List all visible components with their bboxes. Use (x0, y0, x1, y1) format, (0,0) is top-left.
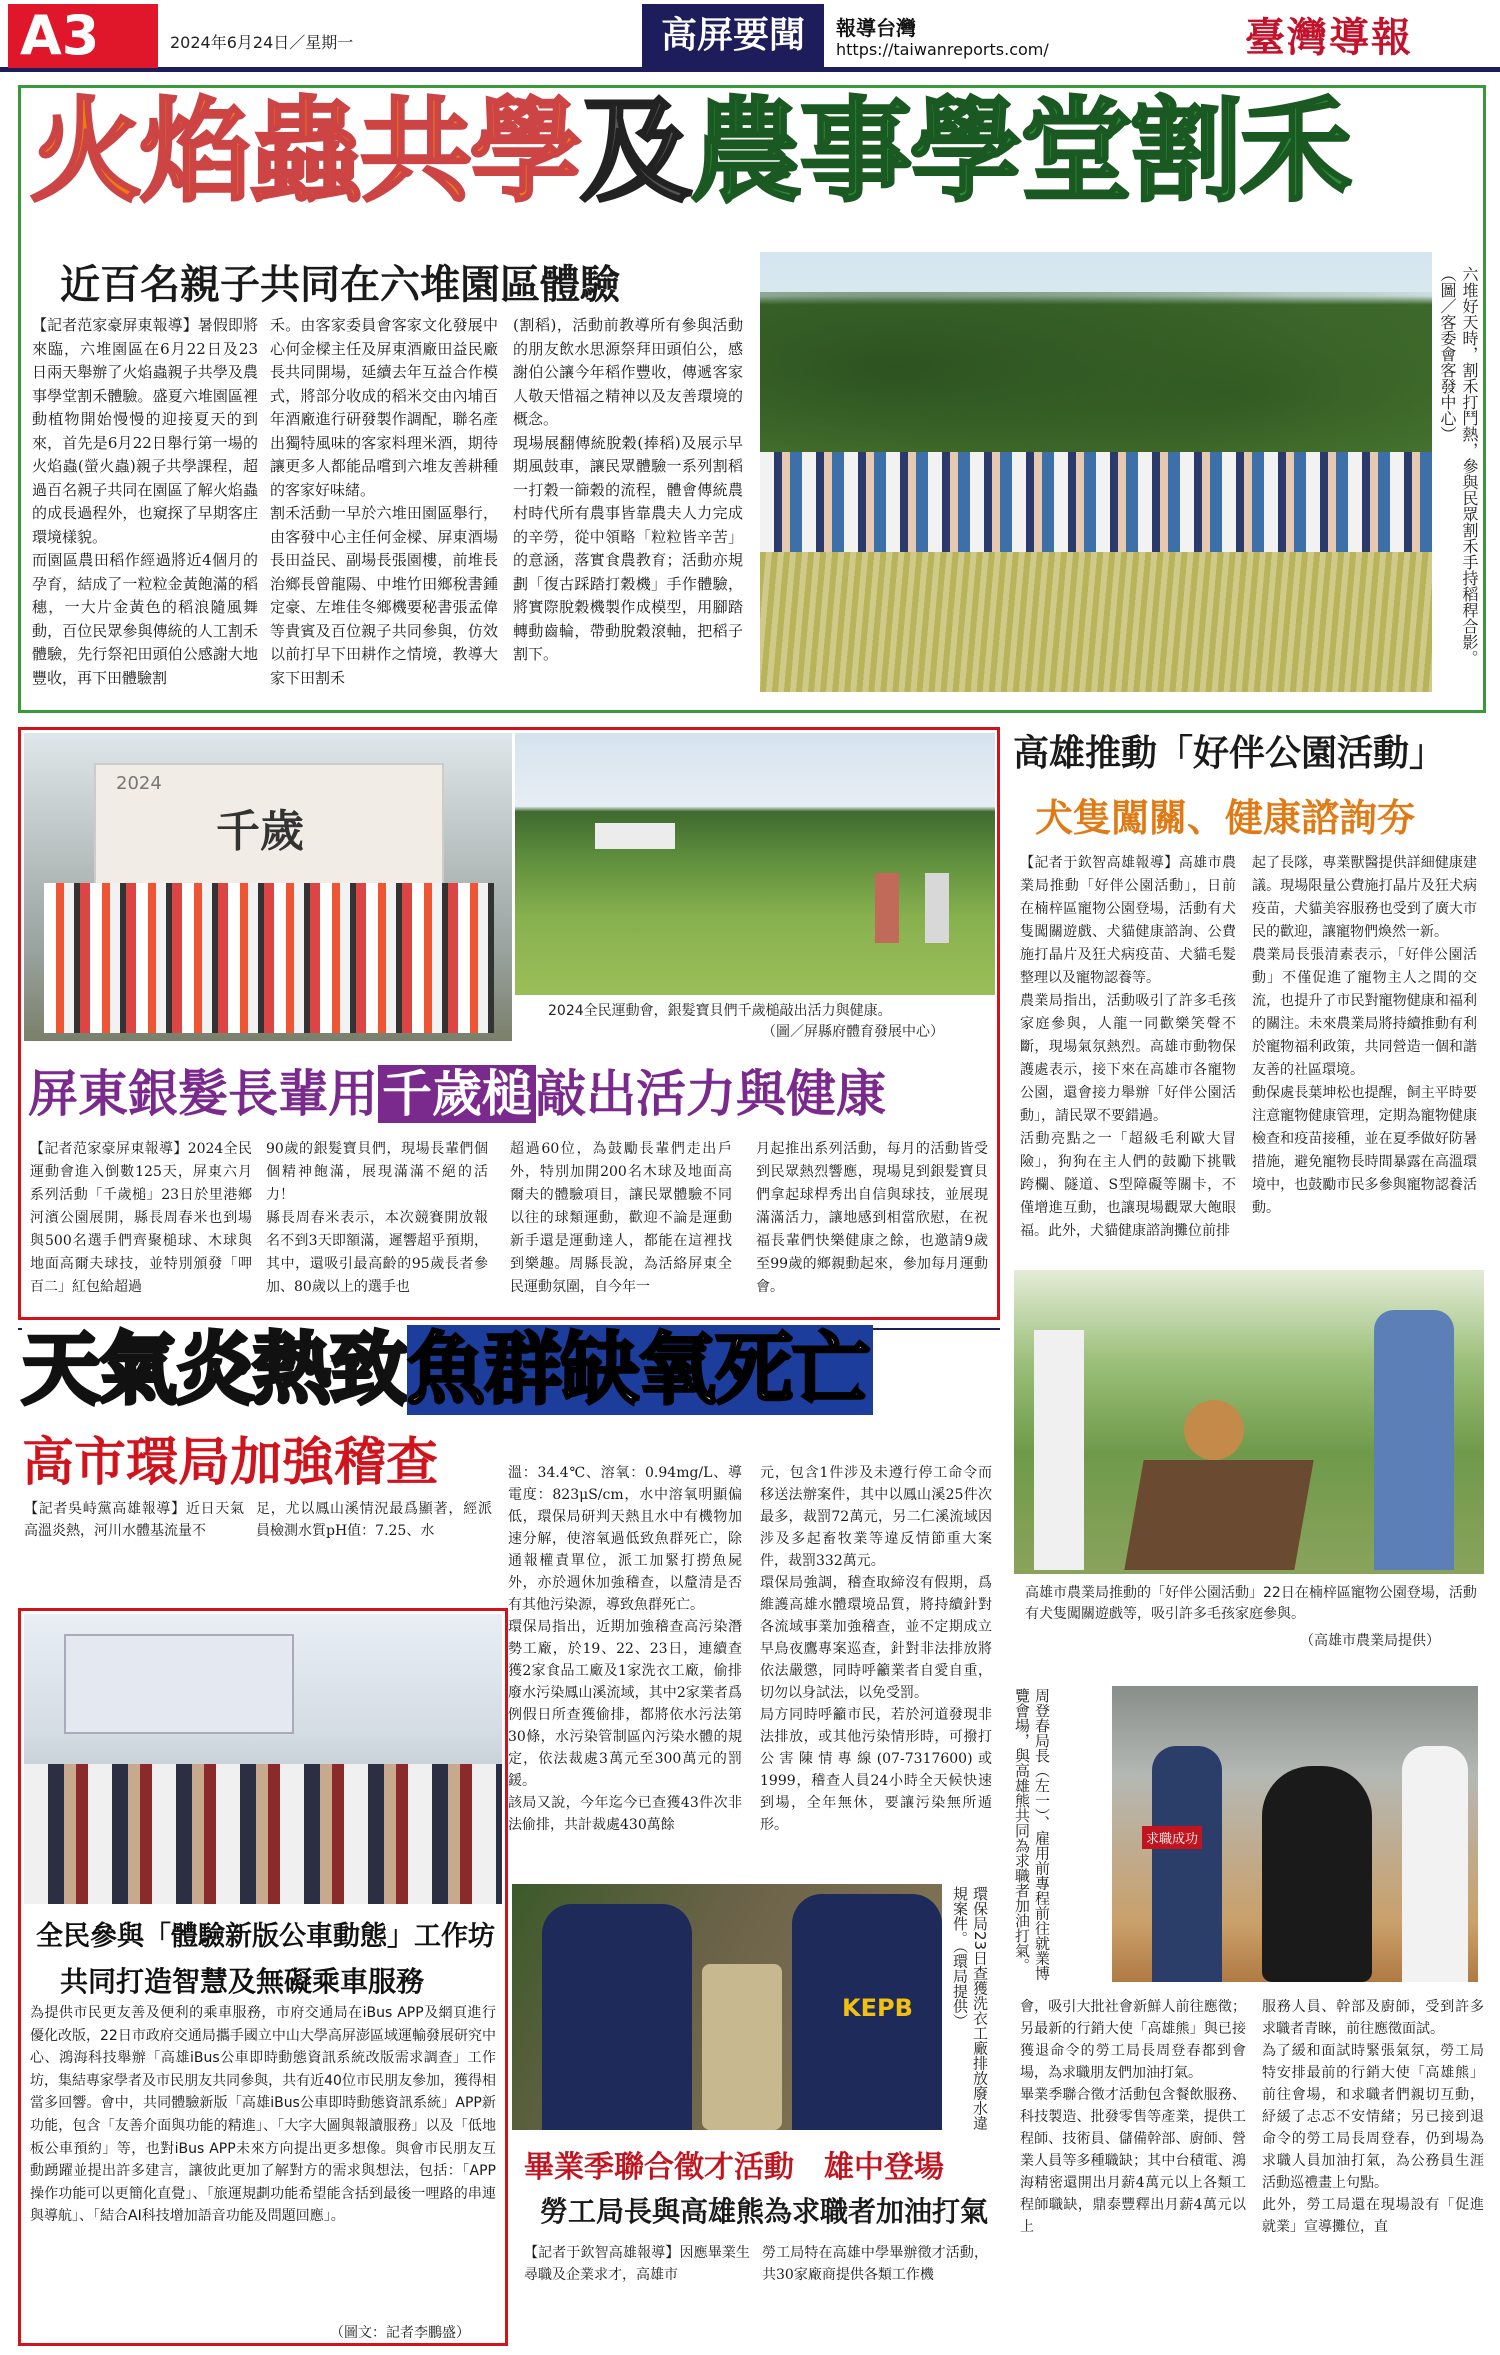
body-text: 溫：34.4℃、溶氧：0.94mg/L、導電度：823μS/cm，水中溶氧明顯偏低，環保局研判天熱且水中有機物加速分解，使溶氧過低致魚群死亡，除通報權責單位，派工加緊打撈魚屍外，亦於週休加強稽查，以釐清是否有其他污染源，導致魚群死亡。 環保局指出，近期加強稽查高污染潛勢工廠，於19、22、23日，連續查獲2家食品工廠及1家洗衣工廠，偷排廢水污染鳳山溪流域，其中2家業者爲例假日所查獲偷排，都將依水污法第30條，水污染管制區內污染水體的規定，依法裁處3萬元至300萬元的罰鍰。 該局又說，今年迄今已查獲43件次非法偷排，共計裁處430萬餘 (508, 1465, 742, 1833)
article-3-credit: （高雄市農業局提供） (1300, 1633, 1440, 1649)
article-6-col-1 (524, 2242, 750, 2286)
article-4-col-3 (508, 1462, 742, 1836)
article-5-headline: 全民參與「體驗新版公車動態」工作坊 (36, 1921, 495, 1952)
body-text: 90歲的銀髮寶貝們，現場長輩們個個精神飽滿，展現滿滿不絕的活力！ 縣長周春米表示，本次競賽開放報名不到3天即額滿，遲響超乎預期，其中，還吸引最高齡的95歲長者參加、80歲以上的選手也 (266, 1141, 488, 1295)
article-1-col-1 (32, 314, 258, 690)
headline-part: 火焰蟲共學 (30, 87, 580, 217)
body-text: 元，包含1件涉及未遵行停工命令而移送法辦案件，其中以鳳山溪25件次最多，裁罰72萬元，另二仁溪流域因涉及多起畜牧業等違反情節重大案件，裁罰332萬元。 環保局強調，稽查取締沒有假期，爲維護高雄水體環境品質，將持續針對各流域事業加強稽查，並不定期成立早鳥夜鷹專案巡查，針對非法排放將依法嚴懲，同時呼籲業者自愛自重，切勿以身試法，以免受罰。 局方同時呼籲市民，若於河道發現非法排放，或其他污染情形時，可撥打公害陳情專線(07-7317600)或1999，稽查人員24小時全天候快速到場，全年無休，要讓污染無所遁形。 (760, 1465, 992, 1833)
body-text: 起了長隊，專業獸醫提供詳細健康建議。現場限量公費施打晶片及狂犬病疫苗，犬貓美容服務也受到了廣大市民的歡迎，讓寵物們煥然一新。 農業局長張清素表示，「好伴公園活動」不僅促進了寵物主人之間的交流，也提升了市民對寵物健康和福利的關注。未來農業局將持續推動有利於寵物福利政策，共同營造一個和諧友善的社區環境。 動保處長葉坤松也提醒，飼主平時要注意寵物健康管理，定期為寵物健康檢查和疫苗接種，並在夏季做好防暑措施，避免寵物長時間暴露在高溫環境中，也鼓勵市民多參與寵物認養活動。 (1252, 855, 1477, 1216)
ramp (1124, 1460, 1313, 1570)
article-3-subhead: 犬隻闖關、健康諮詢夯 (1035, 796, 1416, 840)
issue-date: 2024年6月24日／星期一 (170, 33, 354, 52)
article-2-col-3 (510, 1138, 732, 1299)
article-5-credit: （圖文：記者李鵬盛） (330, 2325, 470, 2341)
crowd (44, 883, 494, 1033)
player (925, 873, 949, 943)
article-4-caption: 環保局23日查獲洗衣工廠排放廢水違規案件。（環局提供） (951, 1886, 989, 2131)
page-number: A3 (8, 4, 158, 68)
body-text: 【記者于欽智高雄報導】高雄市農業局推動「好伴公園活動」，日前在楠梓區寵物公園登場，活動有犬隻闖關遊戲、犬貓健康諮詢、公費施打晶片及狂犬病疫苗、犬貓毛髮整理以及寵物認養等。 農業局指出，活動吸引了許多毛孩家庭參與，人龍一同歡樂笑聲不斷，現場氣氛熱烈。高雄市動物保護處表示，接下來在高雄市各寵物公園，還會接力舉辦「好伴公園活動」，請民眾不要錯過。 活動亮點之一「超級毛利歐大冒險」，狗狗在主人們的鼓勵下挑戰跨欄、隧道、S型障礙等關卡，不僅增進互動，也讓現場觀眾大飽眼福。此外，犬貓健康諮詢攤位前排 (1020, 855, 1236, 1239)
sign-text: 求職成功 (1142, 1826, 1202, 1849)
harvest-photo (760, 252, 1432, 692)
dog (1184, 1400, 1244, 1460)
tent (595, 823, 675, 849)
workshop-photo (24, 1614, 502, 1904)
crowd (760, 452, 1432, 562)
article-2-col-1 (30, 1138, 252, 1299)
article-6-headline: 畢業季聯合徵才活動 雄中登場 (524, 2150, 944, 2185)
body-text: (割稻)，活動前教導所有參與活動的朋友飲水思源祭拜田頭伯公，感謝伯公讓今年稻作豐收，傳遞客家人敬天惜福之精神以及友善環境的概念。 現場展翻傳統脫穀(捧稻)及展示早期風鼓車，讓民眾體驗一系列割稻一打穀一篩穀的流程，體會傳統農村時代所有農事皆靠農夫人力完成的辛勞，從中領略「粒粒皆辛苦」的意涵，落實食農教育；活動亦規劃「復古踩踏打穀機」手作體驗，將實際脫穀機製作成模型，用腳踏轉動齒輪，帶動脫穀滾軸，把稻子割下。 (513, 316, 743, 663)
article-4-headline (22, 1325, 873, 1415)
croquet-photo (515, 733, 995, 995)
handler (1374, 1310, 1454, 1570)
article-2-col-2 (266, 1138, 488, 1299)
section-title: 高屏要聞 (642, 4, 824, 68)
attendees (24, 1764, 502, 1904)
article-1-subhead: 近百名親子共同在六堆園區體驗 (60, 262, 620, 308)
article-1-col-2 (270, 314, 498, 690)
headline-part: 及 (580, 87, 690, 217)
body-text: 月起推出系列活動，每月的活動皆受到民眾熱烈響應，現場見到銀髮寶貝們拿起球桿秀出自信與球技，並展現滿滿活力，讓地感到相當欣慰，在祝福長輩們快樂健康之餘，也邀請9歲至99歲的鄉親動起來，參加每月運動會。 (756, 1141, 988, 1295)
masthead-logo: 臺灣導報 (1245, 14, 1413, 61)
article-1-col-3 (513, 314, 743, 667)
headline-part: 魚群缺氧死亡 (407, 1325, 873, 1415)
body-text: 超過60位，為鼓勵長輩們走出戶外，特別加開200名木球及地面高爾夫的體驗項目，讓民眾體驗不同以往的球類運動，歡迎不論是運動新手還是運動達人，都能在這裡找到樂趣。周縣長說，為活絡屏東全民運動氛圍，自今年一 (510, 1141, 732, 1295)
headline-part: 千歲槌 (378, 1065, 536, 1123)
body-text: 【記者范家豪屏東報導】暑假即將來臨，六堆園區在6月22日及23日兩天舉辦了火焰蟲親子共學及農事學堂割禾體驗。盛夏六堆園區裡動植物開始慢慢的迎接夏天的到來，首先是6月22日舉行第一場的火焰蟲(螢火蟲)親子共學課程，超過百名親子共同在園區了解火焰蟲的成長過程外，也窺探了早期客庄環境樣貌。 而園區農田稻作經過將近4個月的孕育，結成了一粒粒金黃飽滿的稻穗，一大片金黃色的稻浪隨風舞動，百位民眾參與傳統的人工割禾體驗，先行祭祀田頭伯公感謝大地豐收，再下田體驗割 (32, 316, 258, 687)
body-text: 為提供市民更友善及便利的乘車服務，市府交通局在iBus APP及網頁進行優化改版，22日市政府交通局攜手國立中山大學高屏澎區域運輸發展研究中心、鴻海科技舉辦「高雄iBus公車即時動態資訊系統改版需求調查」工作坊，集結專家學者及市民朋友共同參與，共有近40位市民朋友參加，獲得相當多回響。會中，共同體驗新版「高雄iBus公車即時動態資訊系統」APP新功能，包含「友善介面與功能的精進」、「大字大圖與報讀服務」以及「低地板公車預約」等，也對iBus APP未來方向提出更多想像。與會市民朋友互動踴躍並提出許多建言，讓彼此更加了解對方的需求與想法，包括：「APP操作功能可以更簡化直覺」、「旅運規劃功能希望能含括到最後一哩路的串連與導航」、「結合AI科技增加語音功能及問題回應」。 (30, 2005, 496, 2225)
senior-group-photo (24, 733, 512, 1041)
job-fair-photo (1112, 1686, 1478, 1982)
vest-text: KEPB (842, 1994, 913, 2022)
article-5-body (30, 2002, 496, 2228)
projection-screen (64, 1634, 294, 1734)
body-text: 禾。由客家委員會客家文化發展中心何金樑主任及屏東酒廠田益民廠長共同開場，延續去年互益合作模式，將部分收成的稻米交由內埔百年酒廠進行研發製作調配，聯名產出獨特風味的客家料理米酒，期待讓更多人都能品嚐到六堆友善耕種的客家好味緒。 割禾活動一早於六堆田園區舉行，由客發中心主任何金樑、屏東酒場長田益民、副場長張園樓，前堆長治鄉長曾龍陽、中堆竹田鄉稅書鍾定豪、左堆佳冬鄉機要秘書張孟偉等貴賓及百位親子共同參與，仿效以前打早下田耕作之情境，教導大家下田割禾 (270, 316, 498, 687)
bear-mascot (1262, 1766, 1372, 1982)
headline-part: 天氣炎熱致 (22, 1325, 408, 1415)
brand-name: 報導台灣 (836, 16, 916, 40)
body-text: 【記者于欽智高雄報導】因應畢業生尋職及企業求才，高雄市 (524, 2245, 750, 2283)
body-text: 會，吸引大批社會新鮮人前往應徵；另最新的行銷大使「高雄熊」與已接獲退命令的勞工局長周登春都到會場，為求職朋友們加油打氣。 畢業季聯合徵才活動包含餐飲服務、科技製造、批發零售等產業，提供工程師、技術員、儲備幹部、廚師、營業人員等多種職缺；其中台積電、鴻海精密還開出月薪4萬元以上各類工程師職缺，鼎泰豐釋出月薪4萬元以上 (1020, 1999, 1246, 2235)
banner-text: 2024 (116, 773, 162, 794)
article-2-photo-credit: （圖／屏縣府體育發展中心） (762, 1024, 944, 1040)
body-text: 勞工局特在高雄中學畢辦徵才活動，共30家廠商提供各類工作機 (762, 2245, 988, 2283)
article-6-caption: 周登春局長（左一）、雇用前專程前往就業博覽會場，與高雄熊共同為求職者加油打氣。 (1013, 1688, 1051, 1981)
headline-part: 屏東銀髮長輩用 (28, 1065, 378, 1123)
body-text: 足，尤以鳳山溪情況最爲顯著，經派員檢測水質pH值：7.25、水 (256, 1501, 492, 1539)
inspection-photo (512, 1884, 942, 2130)
article-4-col-2 (256, 1498, 492, 1542)
article-4-subhead: 高市環局加強稽查 (22, 1433, 439, 1493)
article-3-col-2 (1252, 852, 1477, 1220)
body-text: 服務人員、幹部及廚師，受到許多求職者青睞，前往應徵面試。 為了緩和面試時緊張氣氛，勞工局特安排最前的行銷大使「高雄熊」前往會場，和求職者們親切互動，紓緩了忐忑不安情緒；另已接到退命令的勞工局長周登春，仍到場為求職人員加油打氣，為公務員生涯活動巡禮畫上句點。 此外，勞工局還在現場設有「促進就業」宣導攤位，直 (1262, 1999, 1484, 2235)
inspector (542, 1904, 692, 2130)
article-6-col-4 (1262, 1996, 1484, 2238)
rice-field (760, 552, 1432, 692)
site-url[interactable]: https://taiwanreports.com/ (836, 40, 1049, 59)
article-6-subhead: 勞工局長與高雄熊為求職者加油打氣 (540, 2195, 989, 2228)
article-1-headline (30, 87, 1350, 217)
article-5-subhead-visible: 共同打造智慧及無礙乘車服務 (60, 1965, 425, 1998)
article-6-col-2 (762, 2242, 988, 2286)
article-6-col-3 (1020, 1996, 1246, 2238)
body-text: 【記者吳峙黨高雄報導】近日天氣高溫炎熱，河川水體基流量不 (24, 1501, 244, 1539)
banner-text: 千歲 (216, 806, 304, 857)
article-3-col-1 (1020, 852, 1236, 1243)
dog-agility-photo (1014, 1270, 1484, 1574)
article-2-col-4 (756, 1138, 988, 1299)
headline-part: 農事學堂割禾 (690, 87, 1350, 217)
article-2-photo-caption: 2024全民運動會，銀髮寶貝們千歲槌敲出活力與健康。 (548, 1003, 892, 1019)
handler (1034, 1330, 1084, 1570)
article-3-headline: 高雄推動「好伴公園活動」 (1013, 733, 1446, 774)
article-4-col-4 (760, 1462, 992, 1836)
headline-part: 敲出活力與健康 (536, 1065, 886, 1123)
article-3-caption: 高雄市農業局推動的「好伴公園活動」22日在楠梓區寵物公園登場，活動有犬隻闖關遊戲等，吸引許多毛孩家庭參與。 (1025, 1585, 1477, 1622)
article-1-caption: 六堆好天時，割禾打鬥熱，參與民眾割禾手持稻稈合影。（圖／客委會客發中心） (1438, 266, 1479, 666)
body-text: 【記者范家豪屏東報導】2024全民運動會進入倒數125天，屏東六月系列活動「千歲槌」23日於里港鄉河濱公園展開，縣長周春米也到場與500名選手們齊聚槌球、木球與地面高爾夫球技，並特別頒發「呷百二」紅包給超過 (30, 1141, 252, 1295)
official (1152, 1746, 1222, 1982)
official (1402, 1746, 1468, 1982)
article-2-headline (28, 1056, 886, 1132)
article-4-col-1 (24, 1498, 244, 1542)
water-stream (702, 1964, 782, 2130)
player (875, 873, 899, 943)
